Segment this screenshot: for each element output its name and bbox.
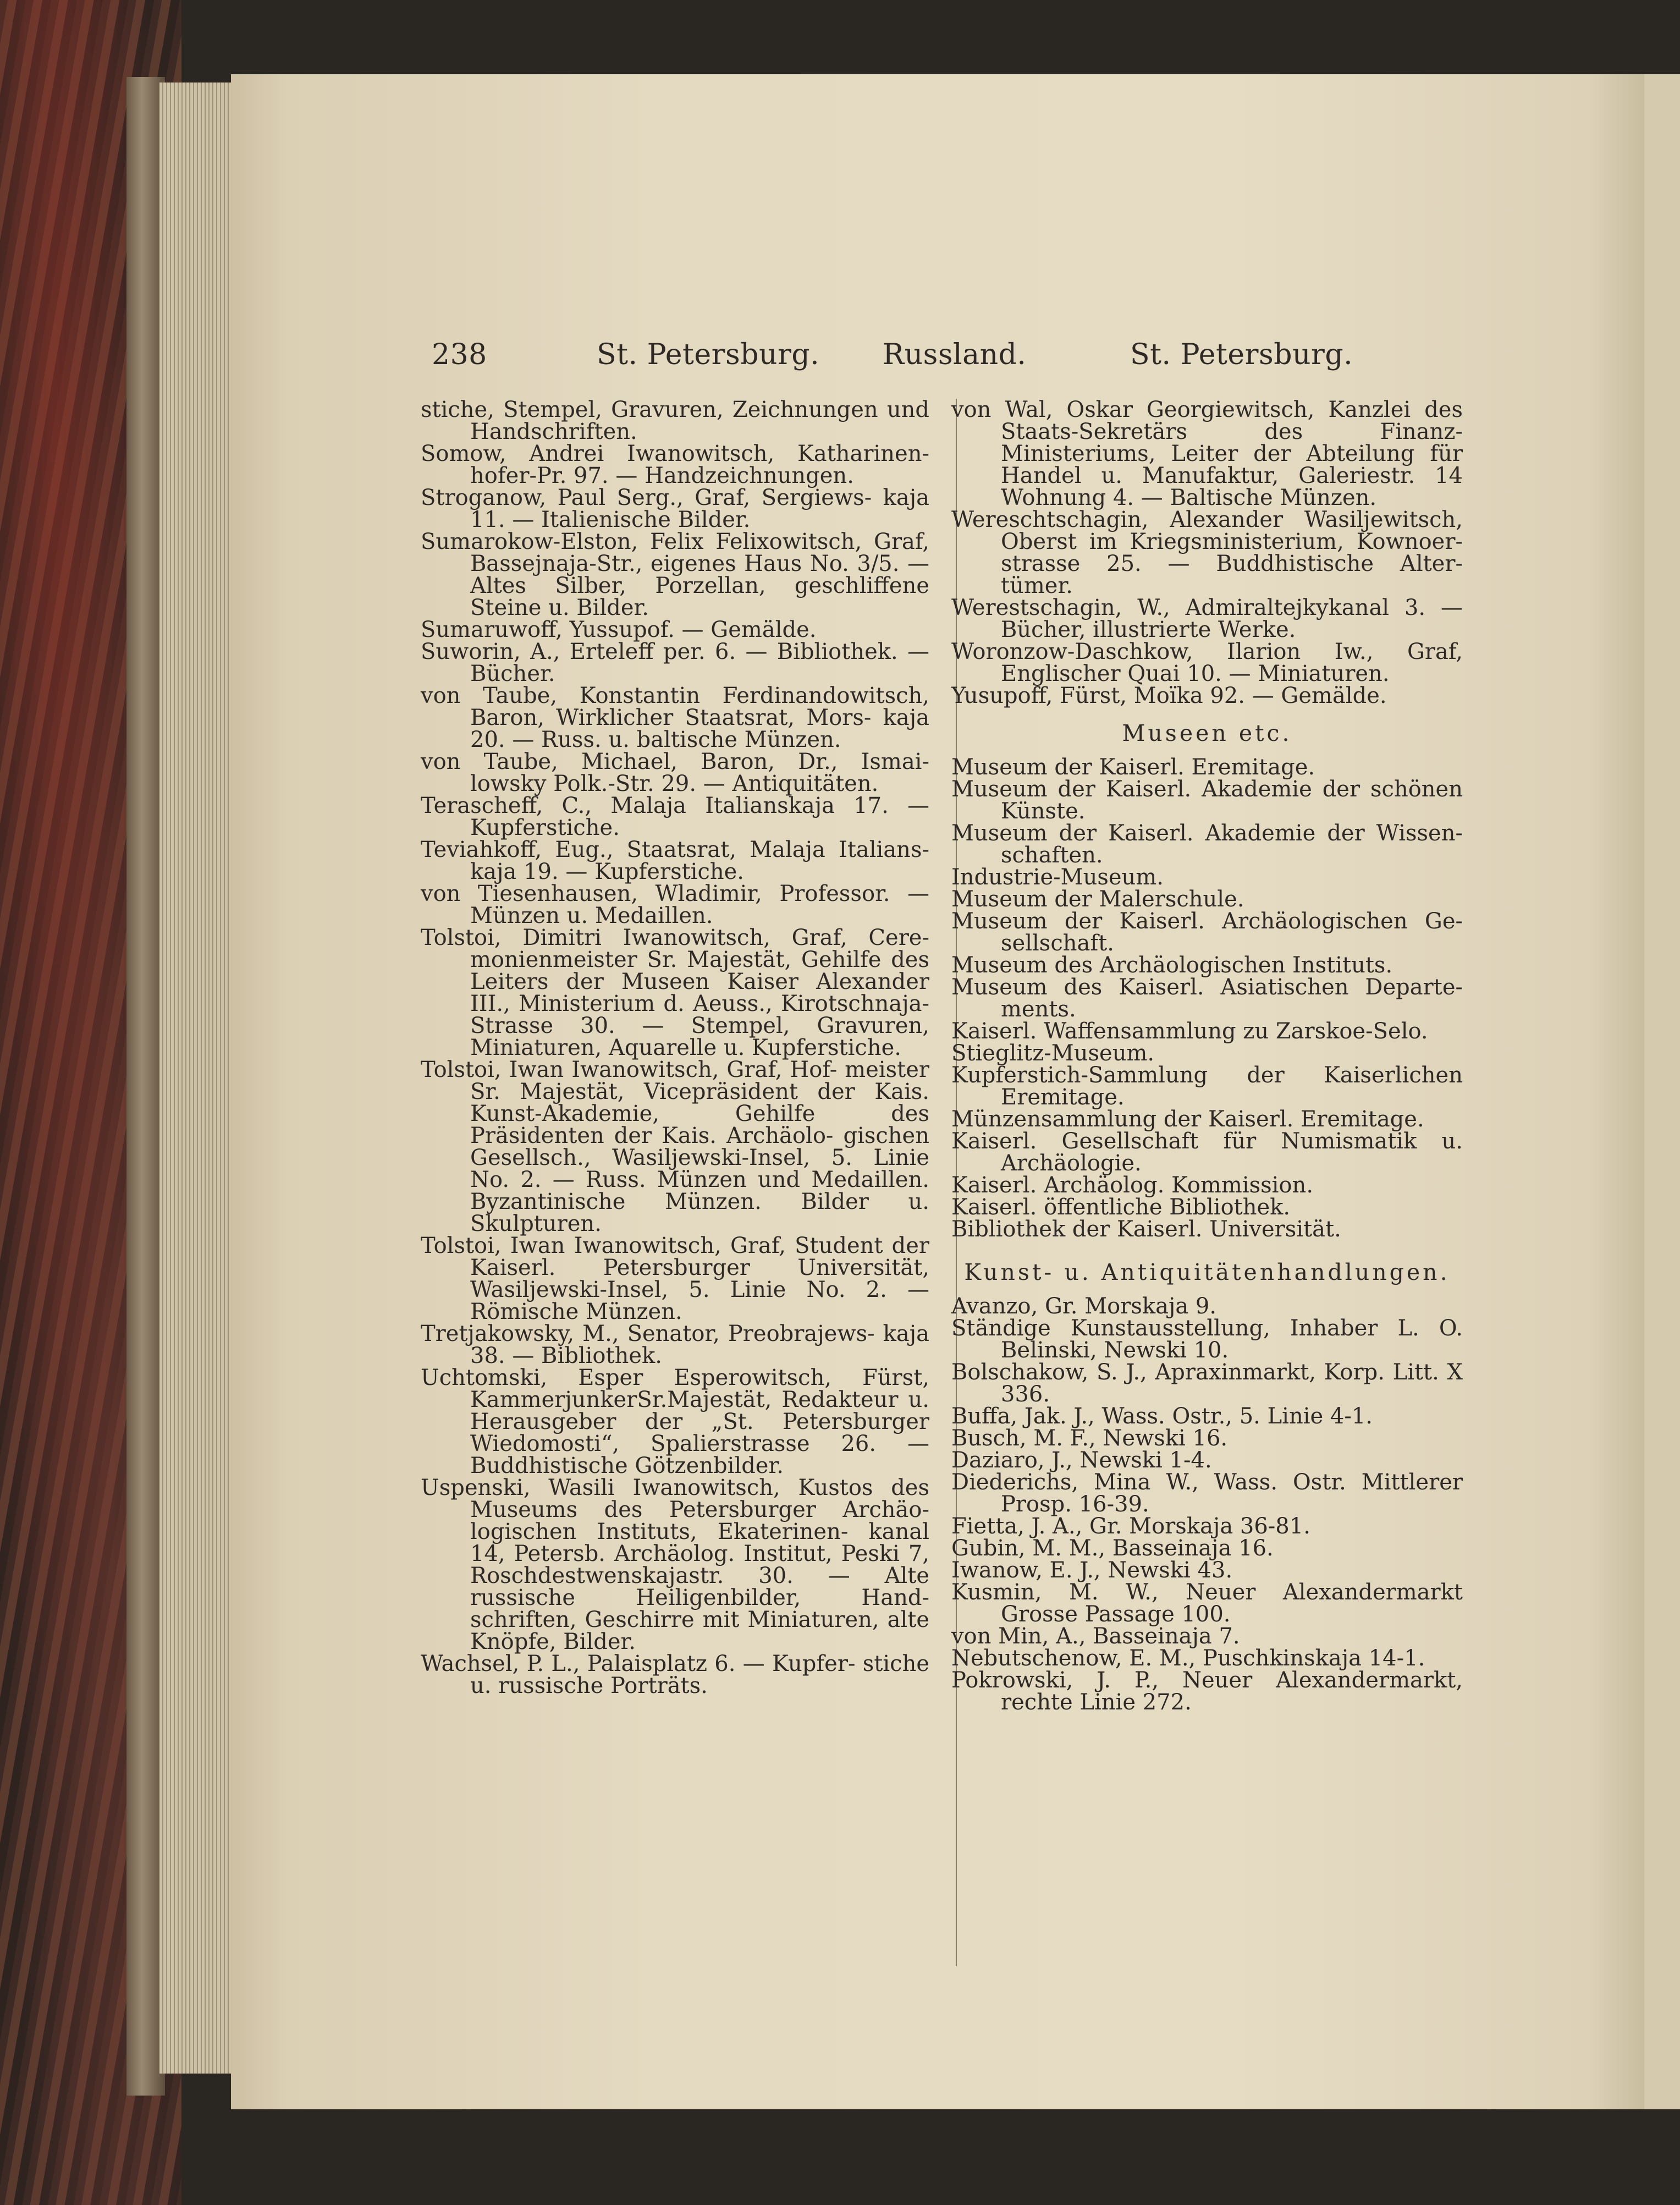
entry-line: KammerjunkerSr.Majestät, Redakteur bbox=[470, 1387, 899, 1412]
collector-entries bbox=[951, 399, 1463, 707]
entry-line: Oberst im Kriegsministerium, Kownoer- bbox=[1001, 529, 1463, 554]
entry-line: kaja 11. — Italienische Bilder. bbox=[470, 485, 929, 532]
entry-line: des Staats-Sekretärs des Finanz- bbox=[1001, 397, 1463, 444]
entry-line: Eremitage. bbox=[1001, 1085, 1125, 1110]
left-column bbox=[421, 399, 929, 1697]
entry-line: Tolstoi, Iwan Iwanowitsch, Graf, Student bbox=[421, 1233, 883, 1258]
list-item bbox=[951, 866, 1463, 888]
list-item bbox=[951, 1647, 1463, 1669]
list-item bbox=[951, 910, 1463, 954]
entry-line: Englischer Quai 10. — Miniaturen. bbox=[1001, 661, 1390, 686]
list-item bbox=[421, 1653, 929, 1697]
entry-line: kaja 20. — Russ. u. baltische Münzen. bbox=[470, 705, 930, 752]
entry-line: Litt. X 336. bbox=[1001, 1360, 1463, 1407]
entry-line: Daziaro, J., Newski 1-4. bbox=[951, 1448, 1212, 1473]
entry-line: der Kaiserl. Petersburger Universität, bbox=[470, 1233, 929, 1280]
entry-line: Uspenski, Wasili Iwanowitsch, Kustos des bbox=[421, 1475, 929, 1500]
list-item bbox=[951, 1471, 1463, 1515]
list-item bbox=[421, 1367, 929, 1477]
list-item bbox=[951, 1042, 1463, 1064]
list-item bbox=[421, 531, 929, 619]
list-item bbox=[951, 685, 1463, 707]
entry-line: Museum des Archäologischen Instituts. bbox=[951, 953, 1393, 978]
left-running-title: St. Petersburg. bbox=[597, 338, 820, 371]
list-item bbox=[951, 976, 1463, 1020]
list-item bbox=[951, 1218, 1463, 1240]
list-item bbox=[421, 927, 929, 1059]
list-item bbox=[421, 443, 929, 487]
list-item bbox=[951, 1559, 1463, 1581]
entry-line: von Min, A., Basseinaja 7. bbox=[951, 1624, 1240, 1649]
right-column bbox=[951, 399, 1463, 1713]
entry-line: Wereschtschagin, Alexander Wasiljewitsch, bbox=[951, 507, 1463, 532]
list-item bbox=[951, 597, 1463, 641]
list-item bbox=[951, 1317, 1463, 1361]
list-item bbox=[951, 1295, 1463, 1317]
entry-line: Pokrowski, J. P., Neuer Alexandermarkt, bbox=[951, 1668, 1463, 1693]
entry-line: Medaillen. Byzantinische Münzen. bbox=[470, 1167, 929, 1214]
entry-line: Museum des Kaiserl. Asiatischen Departe- bbox=[951, 975, 1463, 1000]
entry-line: Museum der Kaiserl. Archäologischen Ge- bbox=[951, 909, 1463, 934]
entry-line: Bilder u. Skulpturen. bbox=[470, 1189, 929, 1236]
entry-line: strasse 25. — Buddhistische Alter- bbox=[1001, 551, 1463, 576]
entry-line: Kupferstiche. bbox=[752, 1035, 901, 1060]
entry-line: schaften. bbox=[1001, 843, 1103, 868]
entry-line: ments. bbox=[1001, 997, 1076, 1022]
entry-line: hofer-Pr. 97. — Handzeichnungen. bbox=[470, 463, 854, 488]
entry-line: der Kais. Kunst-Akademie, Gehilfe bbox=[470, 1079, 929, 1126]
list-item bbox=[951, 822, 1463, 866]
entry-line: Uchtomski, Esper Esperowitsch, Fürst, bbox=[421, 1365, 929, 1390]
list-item bbox=[951, 1581, 1463, 1625]
entry-line: Diederichs, Mina W., Wass. Ostr. Mittlerer bbox=[951, 1470, 1463, 1495]
entry-line: und Handschriften. bbox=[470, 397, 929, 444]
museum-list bbox=[951, 756, 1463, 1240]
entry-line: Stieglitz-Museum. bbox=[951, 1041, 1155, 1066]
list-item bbox=[421, 619, 929, 641]
entry-line: Kirotschnaja-Strasse 30. — Stempel, bbox=[470, 991, 929, 1038]
list-item bbox=[951, 641, 1463, 685]
entry-line: Tolstoi, Iwan Iwanowitsch, Graf, Hof- bbox=[421, 1057, 838, 1082]
entry-line: gischen Gesellsch., Wasiljewski-Insel, 5. bbox=[470, 1123, 929, 1170]
entry-line: meister Sr. Majestät, Vicepräsident bbox=[470, 1057, 930, 1104]
right-running-title: St. Petersburg. bbox=[1130, 338, 1353, 371]
entry-line: u. Herausgeber der „St. Petersburger bbox=[470, 1387, 930, 1434]
center-running-title: Russland. bbox=[883, 338, 1027, 371]
entry-line: Iwanow, E. J., Newski 43. bbox=[951, 1558, 1233, 1583]
list-item bbox=[951, 1449, 1463, 1471]
list-item bbox=[421, 1323, 929, 1367]
list-item bbox=[951, 1669, 1463, 1713]
entry-line: Wasiljewski-Insel, 5. Linie No. 2. — bbox=[470, 1277, 929, 1302]
list-item bbox=[951, 778, 1463, 822]
entry-line: von Tiesenhausen, Wladimir, Professor. — bbox=[421, 881, 929, 906]
entry-line: Kupferstich-Sammlung der Kaiserlichen bbox=[951, 1063, 1463, 1088]
entry-line: Museum der Kaiserl. Akademie der schönen bbox=[951, 777, 1463, 802]
entry-line: Avanzo, Gr. Morskaja 9. bbox=[951, 1294, 1217, 1319]
entry-line: Suworin, A., Erteleff per. 6. — Bibliothek. bbox=[421, 639, 898, 664]
list-item bbox=[951, 1196, 1463, 1218]
entry-line: kanal 14, Petersb. Archäolog. Institut, bbox=[470, 1519, 930, 1566]
entry-line: rechte Linie 272. bbox=[1001, 1690, 1192, 1715]
entry-line: Tolstoi, Dimitri Iwanowitsch, Graf, Cere- bbox=[421, 925, 929, 950]
entry-line: Buddhistische Götzenbilder. bbox=[470, 1453, 784, 1478]
entry-line: alte Knöpfe, Bilder. bbox=[470, 1607, 930, 1654]
facing-page-edge bbox=[1644, 74, 1680, 2109]
entry-line: Peski 7, Roschdestwenskajastr. 30. — bbox=[470, 1541, 930, 1588]
entry-line: Yusupoff, Fürst, Moïka 92. — Gemälde. bbox=[951, 683, 1387, 708]
entry-line: schriften, Geschirre mit Miniaturen, bbox=[470, 1607, 879, 1632]
entry-line: Bibliothek der Kaiserl. Universität. bbox=[951, 1217, 1341, 1242]
entry-line: monienmeister Sr. Majestät, Gehilfe bbox=[470, 947, 882, 972]
list-item bbox=[951, 954, 1463, 976]
list-item bbox=[951, 1130, 1463, 1174]
entry-line: von Wal, Oskar Georgiewitsch, Kanzlei bbox=[951, 397, 1411, 422]
entry-line: Werestschagin, W., Admiraltejkykanal 3. bbox=[951, 595, 1426, 620]
entry-line: Tretjakowsky, M., Senator, Preobrajews- bbox=[421, 1321, 875, 1346]
list-item bbox=[421, 641, 929, 685]
entry-line: Kaiserl. Archäolog. Kommission. bbox=[951, 1173, 1314, 1198]
entry-line: Sumarokow-Elston, Felix Felixowitsch, bbox=[421, 529, 862, 554]
entry-line: Künste. bbox=[1001, 799, 1086, 824]
entry-line: Industrie-Museum. bbox=[951, 865, 1164, 890]
entry-line: Alexander III., Ministerium d. Aeuss., bbox=[470, 969, 929, 1016]
entry-line: Wohnung 4. — Baltische Münzen. bbox=[1001, 485, 1377, 510]
entry-line: Prosp. 16-39. bbox=[1001, 1492, 1149, 1517]
list-item bbox=[421, 685, 929, 751]
entry-line: Stroganow, Paul Serg., Graf, Sergiews- bbox=[421, 485, 872, 510]
entry-line: Kaiserl. Waffensammlung zu Zarskoe-Selo. bbox=[951, 1019, 1428, 1044]
list-item bbox=[421, 751, 929, 795]
entry-line: Museum der Kaiserl. Eremitage. bbox=[951, 755, 1315, 780]
entry-line: Kusmin, M. W., Neuer Alexandermarkt bbox=[951, 1580, 1463, 1605]
entry-line: Römische Münzen. bbox=[470, 1299, 682, 1324]
entry-line: Museum der Kaiserl. Akademie der Wissen- bbox=[951, 821, 1463, 846]
entry-line: Graf, Bassejnaja-Str., eigenes Haus bbox=[470, 529, 929, 576]
list-item bbox=[951, 1405, 1463, 1427]
entry-line: Handel u. Manufaktur, Galeriestr. 14 bbox=[1001, 463, 1463, 488]
entry-line: Teviahkoff, Eug., Staatsrat, Malaja Italians- bbox=[421, 837, 929, 862]
entry-line: Woronzow-Daschkow, Ilarion Iw., Graf, bbox=[951, 639, 1463, 664]
book-page bbox=[231, 74, 1644, 2109]
entry-line: O. Belinski, Newski 10. bbox=[1001, 1316, 1463, 1363]
entry-line: Ministeriums, Leiter der Abteilung für bbox=[1001, 441, 1463, 466]
entry-line: Linie No. 2. — Russ. Münzen und bbox=[470, 1145, 929, 1192]
entry-line: — Bücher. bbox=[470, 639, 929, 686]
list-item bbox=[421, 1059, 929, 1235]
entry-line: No. 3/5. — Altes Silber, Porzellan, bbox=[470, 551, 929, 598]
list-item bbox=[421, 1235, 929, 1323]
list-item bbox=[951, 888, 1463, 910]
entry-line: Bolschakow, S. J., Apraxinmarkt, Korp. bbox=[951, 1360, 1385, 1385]
list-item bbox=[951, 756, 1463, 778]
entry-line: Grosse Passage 100. bbox=[1001, 1602, 1231, 1627]
list-item bbox=[951, 1427, 1463, 1449]
list-item bbox=[951, 1108, 1463, 1130]
dealers-heading: Kunst- u. Antiquitätenhandlungen. bbox=[964, 1259, 1450, 1285]
entry-line: Münzen u. Medaillen. bbox=[470, 903, 713, 928]
entry-line: Sumaruwoff, Yussupof. — Gemälde. bbox=[421, 617, 817, 642]
entry-line: Gubin, M. M., Basseinaja 16. bbox=[951, 1536, 1274, 1561]
entry-line: Kaiserl. öffentliche Bibliothek. bbox=[951, 1195, 1291, 1220]
list-item bbox=[421, 839, 929, 883]
entry-line: Buffa, Jak. J., Wass. Ostr., 5. Linie 4-1. bbox=[951, 1404, 1373, 1429]
entry-line: Gravuren, Miniaturen, Aquarelle u. bbox=[470, 1013, 929, 1060]
entry-line: stiche u. russische Porträts. bbox=[470, 1651, 929, 1698]
museums-heading: Museen etc. bbox=[1122, 720, 1292, 746]
list-item bbox=[951, 399, 1463, 509]
entry-line: stiche, Stempel, Gravuren, Zeichnungen bbox=[421, 397, 878, 422]
entry-line: Kupferstiche. bbox=[470, 815, 620, 840]
entry-line: von Taube, Konstantin Ferdinandowitsch, bbox=[421, 683, 929, 708]
list-item bbox=[951, 1625, 1463, 1647]
entry-line: von Taube, Michael, Baron, Dr., Ismai- bbox=[421, 749, 929, 774]
entry-line: Fietta, J. A., Gr. Morskaja 36-81. bbox=[951, 1514, 1310, 1539]
entry-line: Somow, Andrei Iwanowitsch, Katharinen- bbox=[421, 441, 929, 466]
list-item bbox=[951, 509, 1463, 597]
entry-line: Museums des Petersburger Archäo- bbox=[470, 1497, 929, 1522]
page-edges bbox=[159, 83, 242, 2074]
entry-line: Ständige Kunstausstellung, Inhaber L. bbox=[951, 1316, 1419, 1341]
list-item bbox=[421, 1477, 929, 1653]
entry-line: logischen Instituts, Ekaterinen- bbox=[470, 1519, 849, 1544]
entry-line: — Bücher, illustrierte Werke. bbox=[1001, 595, 1463, 642]
list-item bbox=[421, 883, 929, 927]
list-item bbox=[421, 487, 929, 531]
entry-line: Alte russische Heiligenbilder, Hand- bbox=[470, 1563, 930, 1610]
entry-line: kaja 38. — Bibliothek. bbox=[470, 1321, 930, 1368]
list-item bbox=[951, 1537, 1463, 1559]
entry-line: Kaiserl. Gesellschaft für Numismatik u. bbox=[951, 1129, 1463, 1154]
entry-line: lowsky Polk.-Str. 29. — Antiquitäten. bbox=[470, 771, 879, 796]
entry-line: sellschaft. bbox=[1001, 931, 1114, 956]
entry-line: Münzensammlung der Kaiserl. Eremitage. bbox=[951, 1107, 1424, 1132]
entry-line: tümer. bbox=[1001, 573, 1073, 598]
page-number: 238 bbox=[432, 338, 487, 371]
entry-line: geschliffene Steine u. Bilder. bbox=[470, 573, 929, 620]
list-item bbox=[951, 1515, 1463, 1537]
entry-line: des Leiters der Museen Kaiser bbox=[470, 947, 929, 994]
list-item bbox=[951, 1020, 1463, 1042]
entry-line: Terascheff, C., Malaja Italianskaja 17. — bbox=[421, 793, 929, 818]
list-item bbox=[951, 1064, 1463, 1108]
list-item bbox=[421, 795, 929, 839]
entry-line: Wachsel, P. L., Palaisplatz 6. — Kupfer- bbox=[421, 1651, 856, 1676]
list-item bbox=[421, 399, 929, 443]
entry-line: Museum der Malerschule. bbox=[951, 887, 1244, 912]
entry-line: kaja 19. — Kupferstiche. bbox=[470, 859, 745, 884]
list-item bbox=[951, 1361, 1463, 1405]
entry-line: Archäologie. bbox=[1001, 1151, 1142, 1176]
entry-line: des Präsidenten der Kais. Archäolo- bbox=[470, 1101, 930, 1148]
entry-line: Wiedomosti“, Spalierstrasse 26. — bbox=[470, 1431, 929, 1456]
dealer-list bbox=[951, 1295, 1463, 1713]
entry-line: Baron, Wirklicher Staatsrat, Mors- bbox=[470, 705, 872, 730]
list-item bbox=[951, 1174, 1463, 1196]
entry-line: Busch, M. F., Newski 16. bbox=[951, 1426, 1228, 1451]
entry-line: Nebutschenow, E. M., Puschkinskaja 14-1. bbox=[951, 1646, 1425, 1671]
